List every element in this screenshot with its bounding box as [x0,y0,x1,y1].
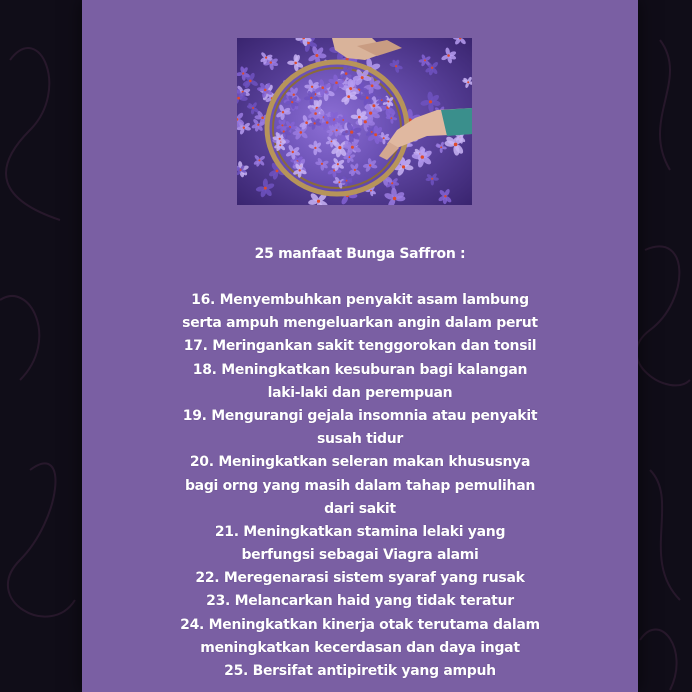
benefit-line: dari sakit [324,500,396,517]
benefit-line: 20. Meningkatkan seleran makan khususnya [189,454,531,471]
benefit-line: 24. Meningkatkan kinerja otak terutama dalam [180,616,540,633]
benefit-line: 18. Meningkatkan kesuburan bagi kalangan [192,361,528,378]
benefit-line: berfungsi sebagai Viagra alami [241,547,479,564]
benefit-line: 22. Meregenarasi sistem syaraf yang rusak [195,570,525,587]
benefit-line: serta ampuh mengeluarkan angin dalam perut [182,315,538,332]
post-heading: 25 manfaat Bunga Saffron : [254,246,466,262]
saffron-photo [237,38,472,205]
post-card [82,0,638,692]
benefit-line: 17. Meringankan sakit tenggorokan dan tonsil [183,338,537,355]
benefit-line: meningkatkan kecerdasan dan daya ingat [200,639,520,656]
post-text [82,243,638,683]
benefit-line: laki-laki dan perempuan [267,384,453,401]
benefit-line: 19. Mengurangi gejala insomnia atau penyakit [182,407,538,424]
benefit-line: susah tidur [316,431,403,448]
benefit-line: bagi orng yang masih dalam tahap pemulihan [184,477,536,494]
benefit-line: 25. Bersifat antipiretik yang ampuh [224,663,496,679]
benefit-line: 21. Meningkatkan stamina lelaki yang [214,523,506,540]
benefit-line: 16. Menyembuhkan penyakit asam lambung [191,292,529,308]
spacer [82,266,638,289]
benefit-line: 23. Melancarkan haid yang tidak teratur [206,593,514,610]
